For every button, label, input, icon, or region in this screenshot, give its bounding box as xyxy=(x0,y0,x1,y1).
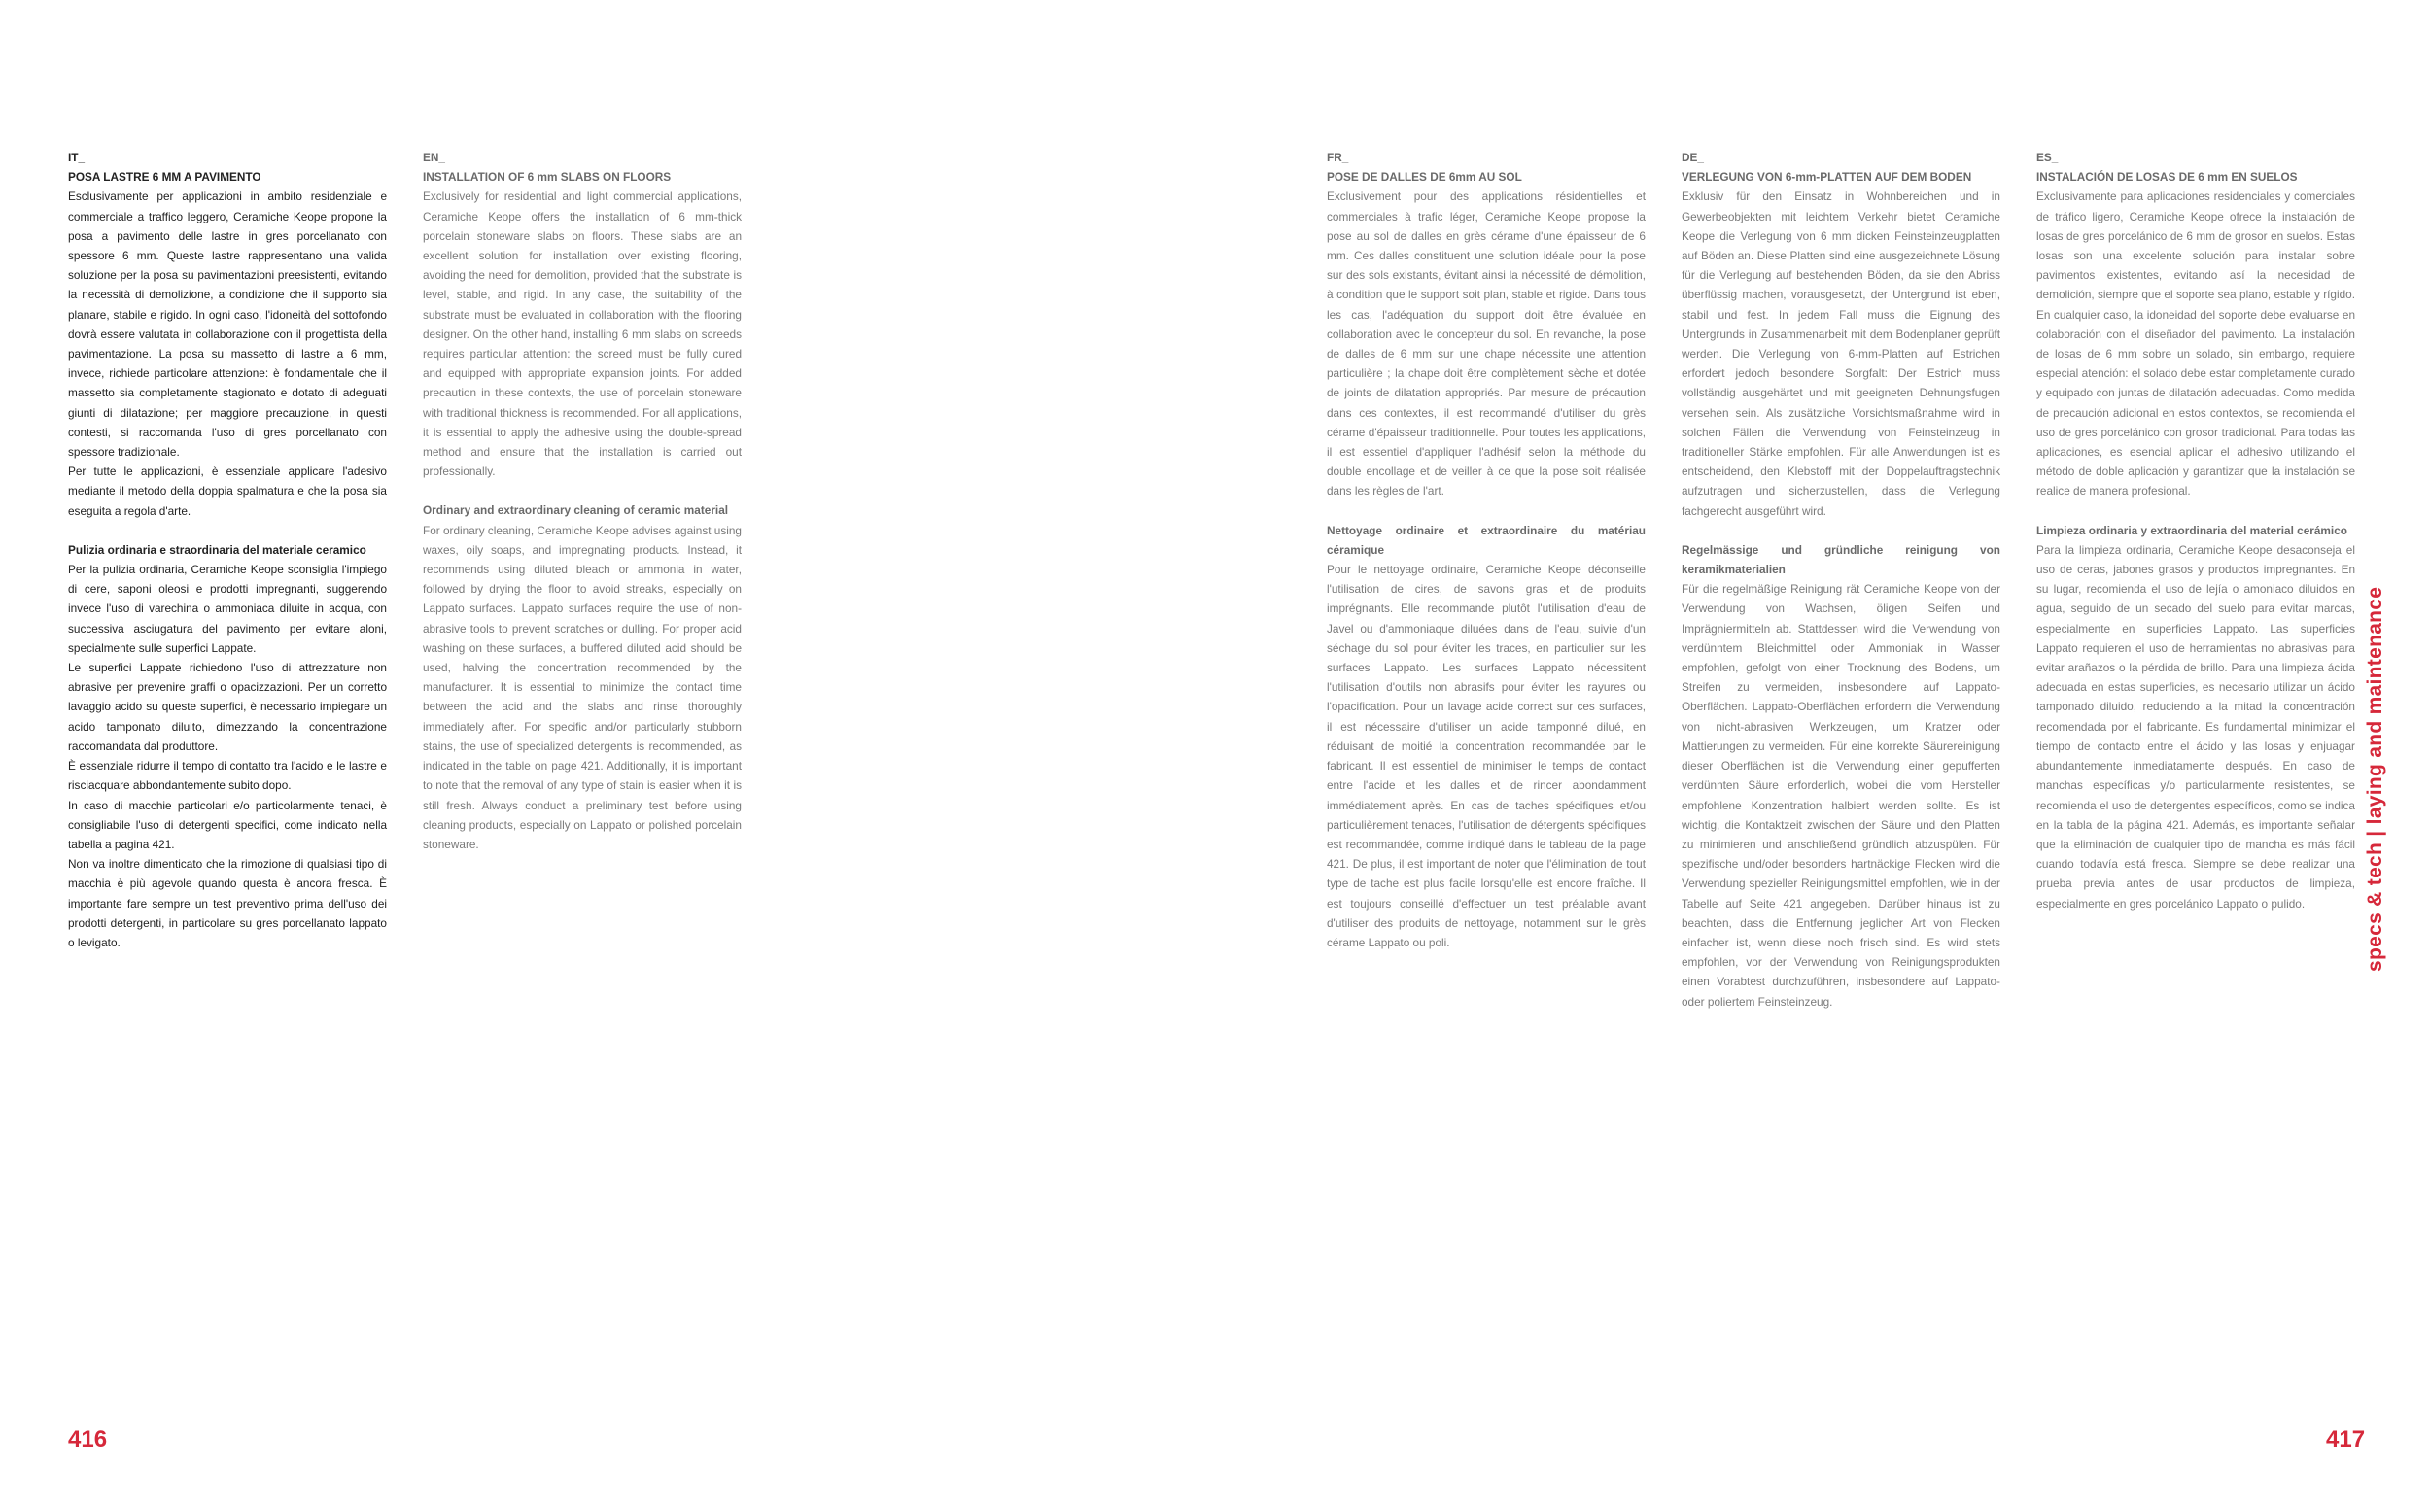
paragraph: Exklusiv für den Einsatz in Wohnbereichen und in Gewerbeobjekten mit leichtem Verkehr bietet Ceramiche Keope die Verlegung von 6 mm dicken Feinsteinzeugplatten auf Böden an. Diese Platten sind eine ausgezeichnete Lösung für die Verlegung auf bestehenden Böden, da sie den Abriss überflüssig machen, vorausgesetzt, der Untergrund ist eben, stabil und fest. In jedem Fall muss die Eignung des Untergrunds in Zusammenarbeit mit dem Bodenplaner geprüft werden. Die Verlegung von 6-mm-Platten auf Estrichen erfordert jedoch besondere Sorgfalt: Der Estrich muss vollständig ausgehärtet und mit geeigneten Dehnungsfugen versehen sein. Als zusätzliche Vorsichtsmaßnahme wird in solchen Fällen die Verwendung von Feinsteinzeug in traditioneller Stärke empfohlen. Für alle Anwendungen ist es entscheidend, den Klebstoff mit der Doppelauftragstechnik aufzutragen und sicherzustellen, dass die Verlegung fachgerecht ausgeführt wird. xyxy=(1682,189,2000,518)
language-label: FR_ xyxy=(1327,151,1349,164)
column-italian xyxy=(68,148,387,952)
paragraph: Para la limpieza ordinaria, Ceramiche Keope desaconseja el uso de ceras, jabones grasos y productos impregnantes. En su lugar, recomienda el uso de lejía o amoniaco diluidos en agua, seguido de un secado del suelo para evitar marcas, especialmente en superficies Lappato. Las superficies Lappato requieren el uso de herramientas no abrasivas para evitar arañazos o la pérdida de brillo. Para una limpieza ácida adecuada en estas superficies, es necesario utilizar un ácido tamponado diluido, reduciendo a la mitad la concentración recomendada por el fabricante. Es fundamental minimizar el tiempo de contacto entre el ácido y las losas y enjuagar abundantemente inmediatamente después. En caso de manchas específicas y/o particularmente resistentes, se recomienda el uso de detergentes específicos, como se indica en la tabla de la página 421. Además, es importante señalar que la eliminación de cualquier tipo de mancha es más fácil cuando todavía está fresca. Siempre se debe realizar una prueba previa antes de usar productos de limpieza, especialmente en gres porcelánico Lappato o pulido. xyxy=(2036,542,2355,911)
section-title: INSTALLATION OF 6 mm SLABS ON FLOORS xyxy=(423,170,672,185)
section-subtitle: Pulizia ordinaria e straordinaria del materiale ceramico xyxy=(68,542,366,557)
section-subtitle: Regelmässige und gründliche reinigung von keramikmaterialien xyxy=(1682,542,2000,577)
paragraph: Per la pulizia ordinaria, Ceramiche Keope sconsiglia l'impiego di cere, saponi oleosi e prodotti impregnanti, suggerendo invece l'uso di varechina o ammoniaca diluite in acqua, con successiva asciugatura del pavimento per evitare aloni, specialmente sulle superfici Lappate. xyxy=(68,563,387,655)
section-subtitle: Limpieza ordinaria y extraordinaria del material cerámico xyxy=(2036,523,2347,537)
section-title: INSTALACIÓN DE LOSAS DE 6 mm EN SUELOS xyxy=(2036,170,2298,185)
paragraph: In caso di macchie particolari e/o particolarmente tenaci, è consigliabile l'uso di detergenti specifici, come indicato nella tabella a pagina 421. xyxy=(68,798,387,851)
paragraph: Esclusivamente per applicazioni in ambito residenziale e commerciale a traffico leggero, Ceramiche Keope propone la posa a pavimento delle lastre in gres porcellanato con spessore 6 mm. Queste lastre rappresentano una valida soluzione per la posa su pavimentazioni preesistenti, evitando la necessità di demolizione, a condizione che il supporto sia planare, stabile e rigido. In ogni caso, l'idoneità del sottofondo dovrà essere valutata in collaborazione con il progettista della pavimentazione. La posa su massetto di lastre a 6 mm, invece, richiede particolare attenzione: è fondamentale che il massetto sia completamente stagionato e dotato di adeguati giunti di dilatazione; per maggiore precauzione, in questi contesti, si raccomanda l'uso di gres porcellanato con spessore tradizionale. xyxy=(68,189,387,460)
section-subtitle: Nettoyage ordinaire et extraordinaire du matériau céramique xyxy=(1327,523,1646,557)
language-label: DE_ xyxy=(1682,151,1704,164)
paragraph: Non va inoltre dimenticato che la rimozione di qualsiasi tipo di macchia è più agevole quando questa è ancora fresca. È importante fare sempre un test preventivo prima dell'uso dei prodotti detergenti, in particolare su gres porcellanato lappato o levigato. xyxy=(68,857,387,949)
paragraph: È essenziale ridurre il tempo di contatto tra l'acido e le lastre e risciacquare abbondantemente subito dopo. xyxy=(68,759,387,793)
section-title: VERLEGUNG VON 6-mm-PLATTEN AUF DEM BODEN xyxy=(1682,170,1972,185)
paragraph: Exclusively for residential and light commercial applications, Ceramiche Keope offers the installation of 6 mm-thick porcelain stoneware slabs on floors. These slabs are an excellent solution for installation over existing flooring, avoiding the need for demolition, provided that the substrate is level, stable, and rigid. In any case, the suitability of the substrate must be evaluated in collaboration with the flooring designer. On the other hand, installing 6 mm slabs on screeds requires particular attention: the screed must be fully cured and equipped with appropriate expansion joints. For added precaution in these contexts, the use of porcelain stoneware with traditional thickness is recommended. For all applications, it is essential to apply the adhesive using the double-spread method and ensure that the installation is carried out professionally. xyxy=(423,189,742,479)
column-german xyxy=(1682,148,2000,1012)
page-number-right: 417 xyxy=(2326,1426,2366,1453)
language-label: IT_ xyxy=(68,151,86,164)
paragraph: Le superfici Lappate richiedono l'uso di attrezzature non abrasive per prevenire graffi o opacizzazioni. Per un corretto lavaggio acido su queste superfici, è necessario impiegare un acido tamponato diluito, dimezzando la concentrazione raccomandata dal produttore. xyxy=(68,661,387,753)
paragraph: Für die regelmäßige Reinigung rät Ceramiche Keope von der Verwendung von Wachsen, öligen Seifen und Imprägniermitteln ab. Stattdessen wird die Verwendung von verdünntem Bleichmittel oder Ammoniak in Wasser empfohlen, gefolgt von einer Trocknung des Bodens, um Streifen zu vermeiden, insbesondere auf Lappato-Oberflächen. Lappato-Oberflächen erfordern die Verwendung von nicht-abrasiven Werkzeugen, um Kratzer oder Mattierungen zu vermeiden. Für eine korrekte Säurereinigung dieser Oberflächen ist die Verwendung einer gepufferten verdünnten Säure erforderlich, wobei die vom Hersteller empfohlene Konzentration halbiert werden sollte. Es ist wichtig, die Kontaktzeit zwischen der Säure und den Platten zu minimieren und anschließend gründlich abzuspülen. Für spezifische und/oder besonders hartnäckige Flecken wird die Verwendung spezieller Reinigungsmittel empfohlen, wie in der Tabelle auf Seite 421 angegeben. Darüber hinaus ist zu beachten, dass die Entfernung jeglicher Art von Flecken einfacher ist, wenn diese noch frisch sind. Es wird stets empfohlen, vor der Verwendung von Reinigungsprodukten einen Vorabtest durchzuführen, insbesondere auf Lappato- oder poliertem Feinsteinzeug. xyxy=(1682,582,2000,1009)
language-label: EN_ xyxy=(423,151,445,164)
column-english xyxy=(423,148,742,854)
paragraph: Exclusivement pour des applications résidentielles et commerciales à trafic léger, Ceramiche Keope propose la pose au sol de dalles en grès cérame d'une épaisseur de 6 mm. Ces dalles constituent une solution idéale pour la pose sur des sols existants, évitant ainsi la nécessité de démolition, à condition que le support soit plan, stable et rigide. Dans tous les cas, l'adéquation du support doit être évaluée en collaboration avec le concepteur du sol. En revanche, la pose de dalles de 6 mm sur une chape nécessite une attention particulière ; la chape doit être complètement sèche et dotée de joints de dilatation appropriés. Par mesure de précaution dans ces contextes, il est recommandé d'utiliser du grès cérame d'épaisseur traditionnelle. Pour toutes les applications, il est essentiel d'appliquer l'adhésif selon la méthode du double encollage et de veiller à ce que la pose soit réalisée dans les règles de l'art. xyxy=(1327,189,1646,498)
column-french xyxy=(1327,148,1646,952)
paragraph: Pour le nettoyage ordinaire, Ceramiche Keope déconseille l'utilisation de cires, de savons gras et de produits imprégnants. Elle recommande plutôt l'utilisation d'eau de Javel ou d'ammoniaque diluées dans de l'eau, suivie d'un séchage du sol pour éviter les traces, en particulier sur les surfaces Lappato. Les surfaces Lappato nécessitent l'utilisation d'outils non abrasifs pour éviter les rayures ou l'opacification. Pour un lavage acide correct sur ces surfaces, il est nécessaire d'utiliser un acide tamponné dilué, en réduisant de moitié la concentration recommandée par le fabricant. Il est essentiel de minimiser le temps de contact entre l'acide et les dalles et de rincer abondamment immédiatement après. En cas de taches spécifiques et/ou particulièrement tenaces, l'utilisation de détergents spécifiques est recommandée, comme indiqué dans le tableau de la page 421. De plus, il est important de noter que l'élimination de tout type de tache est plus facile lorsqu'elle est encore fraîche. Il est toujours conseillé d'effectuer un test préalable avant d'utiliser des produits de nettoyage, notamment sur le grès cérame Lappato ou poli. xyxy=(1327,563,1646,949)
page-number-left: 416 xyxy=(68,1426,108,1453)
section-label-vertical: specs & tech | laying and maintenance xyxy=(2364,586,2386,972)
section-title: POSA LASTRE 6 MM A PAVIMENTO xyxy=(68,170,261,185)
column-spanish xyxy=(2036,148,2355,913)
paragraph: Exclusivamente para aplicaciones residenciales y comerciales de tráfico ligero, Ceramiche Keope ofrece la instalación de losas de gres porcelánico de 6 mm de grosor en suelos. Estas losas son una excelente solución para instalar sobre pavimentos existentes, evitando así la necesidad de demolición, siempre que el soporte sea plano, estable y rígido. En cualquier caso, la idoneidad del soporte debe evaluarse en colaboración con el diseñador del pavimento. La instalación de losas de 6 mm sobre un solado, sin embargo, requiere especial atención: el solado debe estar completamente curado y equipado con juntas de dilatación adecuadas. Como medida de precaución adicional en estos contextos, se recomienda el uso de gres porcelánico con grosor tradicional. Para todas las aplicaciones, es esencial aplicar el adhesivo utilizando el método de doble aplicación y garantizar que la instalación se realice de manera profesional. xyxy=(2036,189,2355,498)
language-label: ES_ xyxy=(2036,151,2059,164)
section-subtitle: Ordinary and extraordinary cleaning of ceramic material xyxy=(423,503,729,518)
section-title: POSE DE DALLES DE 6mm AU SOL xyxy=(1327,170,1522,185)
paragraph: For ordinary cleaning, Ceramiche Keope advises against using waxes, oily soaps, and impregnating products. Instead, it recommends using diluted bleach or ammonia in water, followed by drying the floor to avoid streaks, especially on Lappato surfaces. Lappato surfaces require the use of non-abrasive tools to prevent scratches or dulling. For proper acid washing on these surfaces, a buffered diluted acid should be used, halving the concentration recommended by the manufacturer. It is essential to minimize the contact time between the acid and the slabs and rinse thoroughly immediately after. For specific and/or particularly stubborn stains, the use of specialized detergents is recommended, as indicated in the table on page 421. Additionally, it is important to note that the removal of any type of stain is easier when it is still fresh. Always conduct a preliminary test before using cleaning products, especially on Lappato or polished porcelain stoneware. xyxy=(423,523,742,851)
paragraph: Per tutte le applicazioni, è essenziale applicare l'adesivo mediante il metodo della doppia spalmatura e che la posa sia eseguita a regola d'arte. xyxy=(68,464,387,518)
